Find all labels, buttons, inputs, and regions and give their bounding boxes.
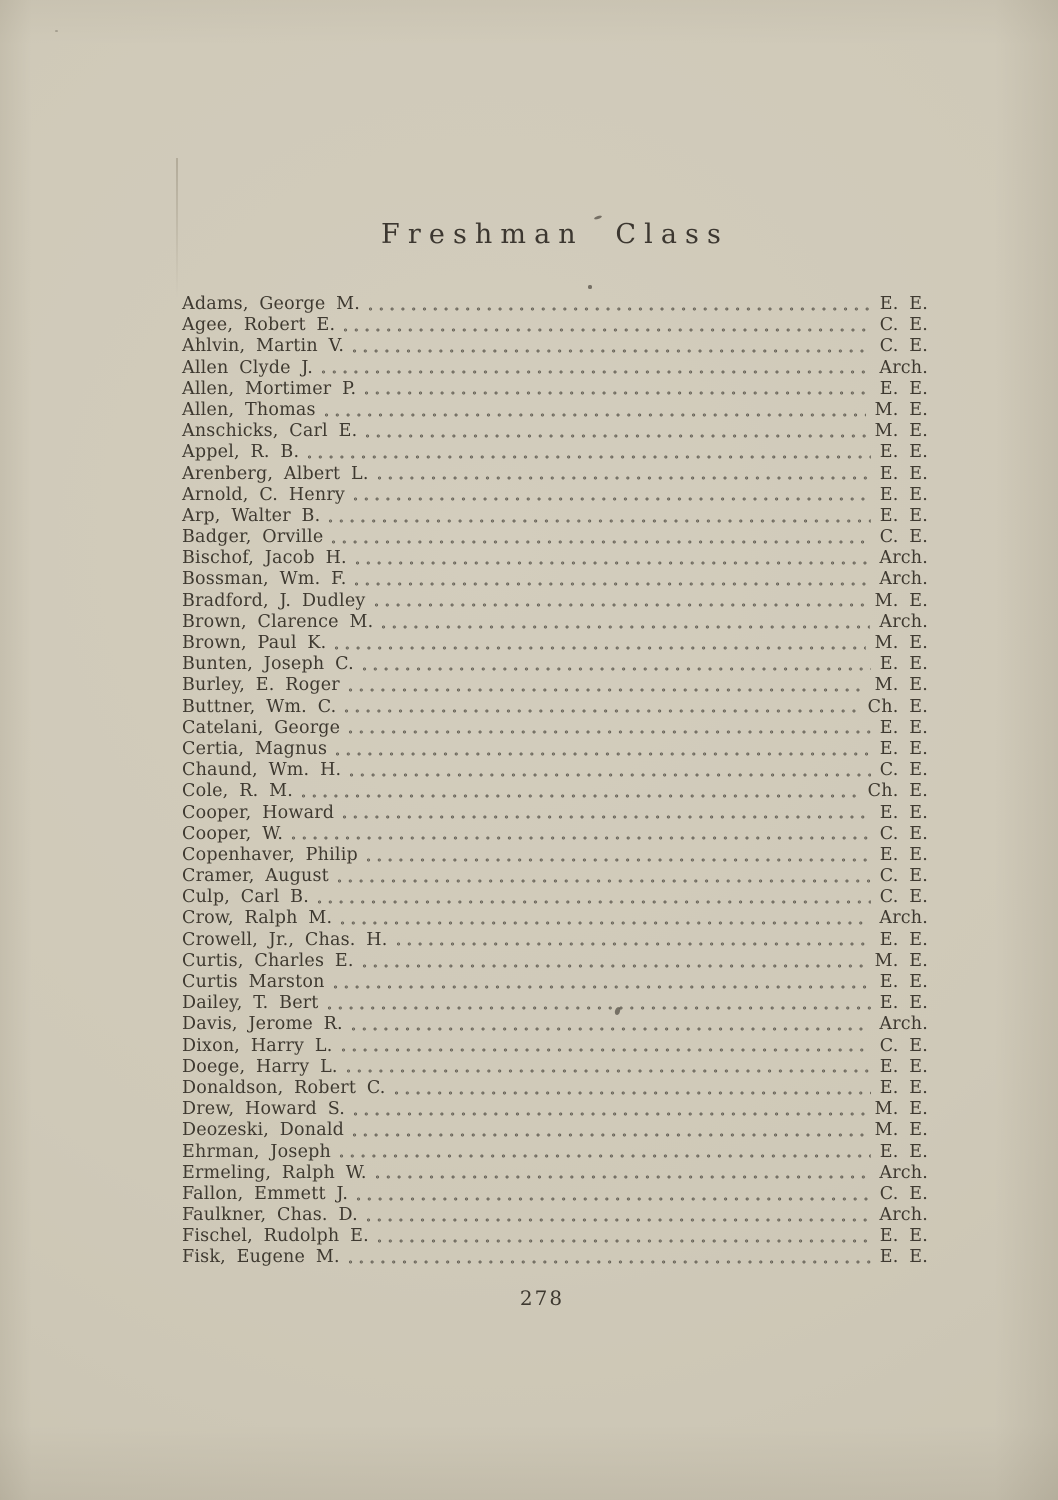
degree-abbr: C. E. xyxy=(879,527,928,548)
roster-row xyxy=(182,485,928,506)
degree-abbr: C. E. xyxy=(879,1035,928,1056)
dot-leader xyxy=(340,1154,871,1159)
roster-row xyxy=(182,803,928,824)
roster-row xyxy=(182,1184,928,1205)
student-name: Davis, Jerome R. xyxy=(182,1014,343,1035)
student-name: Adams, George M. xyxy=(182,294,361,314)
student-name: Crow, Ralph M. xyxy=(182,908,333,929)
student-name: Certia, Magnus xyxy=(182,738,328,759)
roster-row xyxy=(182,1247,928,1268)
student-name: Culp, Carl B. xyxy=(182,887,309,908)
degree-abbr: C. E. xyxy=(879,1183,928,1204)
dot-leader xyxy=(367,858,871,863)
roster-row xyxy=(182,612,928,633)
roster-row xyxy=(182,506,928,527)
student-name: Ehrman, Joseph xyxy=(182,1141,331,1162)
degree-abbr: Arch. xyxy=(879,1205,928,1226)
roster-row xyxy=(182,569,928,590)
dot-leader xyxy=(354,1112,866,1117)
dot-leader xyxy=(347,1069,871,1074)
dot-leader xyxy=(318,900,871,905)
degree-abbr: Arch. xyxy=(879,569,928,590)
degree-abbr: C. E. xyxy=(879,887,928,908)
roster-row xyxy=(182,930,928,951)
dot-leader xyxy=(328,1006,871,1011)
dot-leader xyxy=(322,370,870,375)
degree-abbr: E. E. xyxy=(879,844,928,865)
degree-abbr: E. E. xyxy=(879,929,928,950)
dot-leader xyxy=(334,985,871,990)
student-name: Bossman, Wm. F. xyxy=(182,569,347,590)
dot-leader xyxy=(338,879,871,884)
roster-row xyxy=(182,1226,928,1247)
degree-abbr: M. E. xyxy=(874,675,928,696)
student-name: Dixon, Harry L. xyxy=(182,1035,333,1056)
degree-abbr: E. E. xyxy=(879,463,928,484)
roster-row xyxy=(182,400,928,421)
dot-leader xyxy=(363,667,871,672)
student-name: Brown, Clarence M. xyxy=(182,611,374,632)
student-name: Arnold, C. Henry xyxy=(182,484,345,505)
roster-row xyxy=(182,1142,928,1163)
roster-row xyxy=(182,633,928,654)
dot-leader xyxy=(378,476,871,481)
student-name: Arp, Walter B. xyxy=(182,505,321,526)
roster-row xyxy=(182,866,928,887)
degree-abbr: Arch. xyxy=(879,1014,928,1035)
student-name: Catelani, George xyxy=(182,717,341,738)
dot-leader xyxy=(349,688,866,693)
degree-abbr: Arch. xyxy=(879,548,928,569)
dot-leader xyxy=(302,794,859,799)
degree-abbr: E. E. xyxy=(879,738,928,759)
dot-leader xyxy=(355,582,870,587)
student-name: Doege, Harry L. xyxy=(182,1056,338,1077)
dot-leader xyxy=(378,1239,871,1244)
student-name: Curtis, Charles E. xyxy=(182,950,354,971)
roster-row xyxy=(182,675,928,696)
roster-row xyxy=(182,1078,928,1099)
degree-abbr: C. E. xyxy=(879,315,928,336)
dot-leader xyxy=(397,942,871,947)
degree-abbr: Arch. xyxy=(879,611,928,632)
degree-abbr: E. E. xyxy=(879,654,928,675)
student-name: Ahlvin, Martin V. xyxy=(182,336,345,357)
dot-leader xyxy=(332,540,870,545)
dot-leader xyxy=(342,1048,871,1053)
student-name: Crowell, Jr., Chas. H. xyxy=(182,929,388,950)
student-name: Bradford, J. Dudley xyxy=(182,590,366,611)
dot-leader xyxy=(353,1133,866,1138)
degree-abbr: Ch. E. xyxy=(867,781,928,802)
degree-abbr: E. E. xyxy=(879,972,928,992)
page-crease xyxy=(176,158,178,298)
dot-leader xyxy=(367,1218,871,1223)
degree-abbr: E. E. xyxy=(879,993,928,1014)
dot-leader xyxy=(341,921,870,926)
dot-leader xyxy=(349,730,871,735)
student-name: Curtis Marston xyxy=(182,972,325,992)
student-name: Anschicks, Carl E. xyxy=(182,421,358,442)
roster-row xyxy=(182,1036,928,1057)
dot-leader xyxy=(395,1091,871,1096)
degree-abbr: M. E. xyxy=(874,421,928,442)
dot-leader xyxy=(353,349,871,354)
roster-list xyxy=(182,294,928,1269)
roster-row xyxy=(182,294,928,315)
degree-abbr: E. E. xyxy=(879,442,928,463)
student-name: Buttner, Wm. C. xyxy=(182,696,337,717)
roster-row xyxy=(182,718,928,739)
degree-abbr: E. E. xyxy=(879,1077,928,1098)
degree-abbr: C. E. xyxy=(879,336,928,357)
dot-leader xyxy=(357,1197,871,1202)
dot-leader xyxy=(344,328,871,333)
dot-leader xyxy=(329,519,870,524)
student-name: Dailey, T. Bert xyxy=(182,993,319,1014)
dot-leader xyxy=(325,413,866,418)
dot-leader xyxy=(354,497,871,502)
dot-leader xyxy=(345,709,858,714)
degree-abbr: M. E. xyxy=(874,633,928,653)
dot-leader xyxy=(382,625,870,630)
roster-row xyxy=(182,654,928,675)
dot-leader xyxy=(352,1027,871,1032)
degree-abbr: E. E. xyxy=(879,1056,928,1077)
student-name: Chaund, Wm. H. xyxy=(182,760,342,781)
roster-row xyxy=(182,336,928,357)
dot-leader xyxy=(376,1175,871,1180)
roster-row xyxy=(182,993,928,1014)
roster-row xyxy=(182,591,928,612)
roster-row xyxy=(182,527,928,548)
degree-abbr: E. E. xyxy=(879,717,928,738)
roster-row xyxy=(182,548,928,569)
roster-row xyxy=(182,887,928,908)
roster-row xyxy=(182,442,928,463)
dot-leader xyxy=(292,836,871,841)
student-name: Allen Clyde J. xyxy=(182,357,314,378)
dot-leader xyxy=(356,561,871,566)
student-name: Drew, Howard S. xyxy=(182,1099,346,1120)
roster-row xyxy=(182,421,928,442)
student-name: Cramer, August xyxy=(182,866,329,887)
dot-leader xyxy=(365,391,870,396)
ink-speck xyxy=(55,30,58,32)
roster-row xyxy=(182,379,928,400)
roster-row xyxy=(182,760,928,781)
degree-abbr: E. E. xyxy=(879,802,928,823)
dot-leader xyxy=(366,434,865,439)
degree-abbr: M. E. xyxy=(874,1120,928,1141)
roster-row xyxy=(182,464,928,485)
dot-leader xyxy=(335,646,865,651)
student-name: Faulkner, Chas. D. xyxy=(182,1205,358,1226)
degree-abbr: E. E. xyxy=(879,505,928,526)
student-name: Bischof, Jacob H. xyxy=(182,548,347,569)
degree-abbr: Arch. xyxy=(879,1162,928,1183)
roster-row xyxy=(182,824,928,845)
degree-abbr: E. E. xyxy=(879,294,928,314)
degree-abbr: C. E. xyxy=(879,760,928,781)
student-name: Fallon, Emmett J. xyxy=(182,1183,349,1204)
student-name: Cooper, Howard xyxy=(182,802,335,823)
degree-abbr: E. E. xyxy=(879,484,928,505)
roster-row xyxy=(182,1099,928,1120)
roster-row xyxy=(182,781,928,802)
roster-row xyxy=(182,739,928,760)
page-number: 278 xyxy=(519,1286,565,1310)
degree-abbr: Arch. xyxy=(879,908,928,929)
student-name: Ermeling, Ralph W. xyxy=(182,1162,367,1183)
degree-abbr: M. E. xyxy=(874,399,928,420)
degree-abbr: E. E. xyxy=(879,1247,928,1268)
dot-leader xyxy=(349,1260,871,1265)
student-name: Deozeski, Donald xyxy=(182,1120,345,1141)
student-name: Fischel, Rudolph E. xyxy=(182,1226,369,1247)
degree-abbr: M. E. xyxy=(874,590,928,611)
degree-abbr: Ch. E. xyxy=(867,696,928,717)
student-name: Donaldson, Robert C. xyxy=(182,1077,386,1098)
roster-row xyxy=(182,315,928,336)
dot-leader xyxy=(369,307,871,312)
student-name: Fisk, Eugene M. xyxy=(182,1247,340,1268)
dot-leader xyxy=(363,964,866,969)
roster-row xyxy=(182,1205,928,1226)
student-name: Burley, E. Roger xyxy=(182,675,340,696)
dot-leader xyxy=(308,455,871,460)
student-name: Arenberg, Albert L. xyxy=(182,463,369,484)
dot-leader xyxy=(375,603,866,608)
roster-row xyxy=(182,1057,928,1078)
degree-abbr: M. E. xyxy=(874,1099,928,1120)
student-name: Appel, R. B. xyxy=(182,442,300,463)
degree-abbr: M. E. xyxy=(874,950,928,971)
student-name: Cooper, W. xyxy=(182,823,284,844)
roster-row xyxy=(182,1014,928,1035)
degree-abbr: E. E. xyxy=(879,378,928,399)
ink-speck xyxy=(588,285,592,289)
student-name: Badger, Orville xyxy=(182,527,324,548)
roster-row xyxy=(182,908,928,929)
student-name: Bunten, Joseph C. xyxy=(182,654,354,675)
dot-leader xyxy=(350,773,870,778)
roster-row xyxy=(182,1120,928,1141)
roster-row xyxy=(182,697,928,718)
dot-leader xyxy=(336,752,871,757)
student-name: Allen, Mortimer P. xyxy=(182,378,357,399)
roster-row xyxy=(182,951,928,972)
degree-abbr: C. E. xyxy=(879,823,928,844)
student-name: Copenhaver, Philip xyxy=(182,844,358,865)
student-name: Cole, R. M. xyxy=(182,781,293,802)
roster-row xyxy=(182,1163,928,1184)
roster-row xyxy=(182,845,928,866)
page-title: Freshman Class xyxy=(381,219,729,250)
student-name: Allen, Thomas xyxy=(182,399,316,420)
roster-row xyxy=(182,972,928,993)
dot-leader xyxy=(343,815,871,820)
degree-abbr: C. E. xyxy=(879,866,928,887)
degree-abbr: E. E. xyxy=(879,1226,928,1247)
student-name: Agee, Robert E. xyxy=(182,315,336,336)
student-name: Brown, Paul K. xyxy=(182,633,327,653)
roster-row xyxy=(182,358,928,379)
degree-abbr: Arch. xyxy=(879,357,928,378)
degree-abbr: E. E. xyxy=(879,1141,928,1162)
